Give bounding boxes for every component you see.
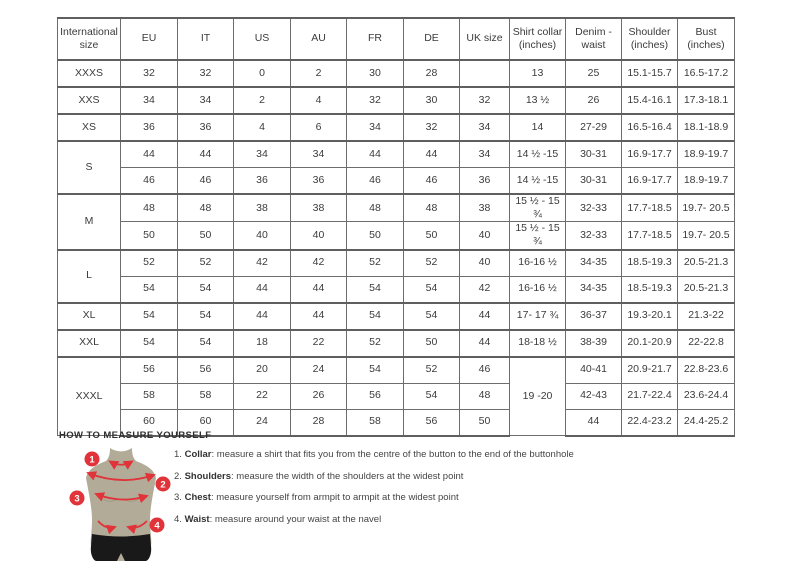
size-group-label: S <box>58 141 121 194</box>
size-cell: 22.4-23.2 <box>622 409 678 436</box>
size-cell: 56 <box>404 409 460 436</box>
size-cell: 17.7-18.5 <box>622 222 678 250</box>
size-cell: 48 <box>178 194 234 222</box>
size-cell: 56 <box>121 357 178 384</box>
size-cell: 30 <box>404 87 460 114</box>
column-header-FR: FR <box>347 18 404 60</box>
column-header-UK size: UK size <box>460 18 510 60</box>
size-cell: 54 <box>347 303 404 330</box>
column-header-EU: EU <box>121 18 178 60</box>
size-group-label: XL <box>58 303 121 330</box>
size-cell: 42-43 <box>566 383 622 409</box>
size-cell: 18.1-18.9 <box>678 114 735 141</box>
size-cell: 54 <box>178 330 234 357</box>
size-cell: 19.3-20.1 <box>622 303 678 330</box>
size-cell: 24 <box>234 409 291 436</box>
table-row <box>58 383 735 409</box>
size-cell: 18 <box>234 330 291 357</box>
size-cell: 32 <box>121 60 178 87</box>
size-chart-header <box>58 18 735 60</box>
size-cell: 24 <box>291 357 347 384</box>
step-text: : measure yourself from armpit to armpit at the widest point <box>210 492 459 504</box>
column-header-Shoulder (inches): Shoulder (inches) <box>622 18 678 60</box>
size-cell: 46 <box>121 168 178 195</box>
step-label: Waist <box>184 514 210 526</box>
size-cell: 36-37 <box>566 303 622 330</box>
size-cell: 38 <box>234 194 291 222</box>
size-cell: 17- 17 ¾ <box>510 303 566 330</box>
size-cell: 54 <box>121 303 178 330</box>
size-cell: 36 <box>121 114 178 141</box>
size-cell: 34 <box>460 114 510 141</box>
size-cell: 58 <box>178 383 234 409</box>
figure-marker-2 <box>156 477 171 492</box>
size-cell: 52 <box>404 250 460 277</box>
step-text: : measure the width of the shoulders at the widest point <box>231 470 464 482</box>
figure-marker-1 <box>85 452 100 467</box>
size-cell: 34 <box>234 141 291 168</box>
size-cell: 54 <box>178 276 234 303</box>
size-group-label: XXS <box>58 87 121 114</box>
size-cell: 4 <box>234 114 291 141</box>
size-cell: 34-35 <box>566 276 622 303</box>
size-cell: 30 <box>347 60 404 87</box>
size-cell: 32 <box>460 87 510 114</box>
size-cell: 26 <box>566 87 622 114</box>
table-row <box>58 141 735 168</box>
size-cell: 50 <box>404 222 460 250</box>
size-cell: 42 <box>234 250 291 277</box>
size-group-label: XXXL <box>58 357 121 436</box>
size-cell: 46 <box>178 168 234 195</box>
table-row <box>58 60 735 87</box>
size-group-label: XS <box>58 114 121 141</box>
size-cell: 38-39 <box>566 330 622 357</box>
measure-step-2 <box>174 466 654 488</box>
size-cell: 34 <box>121 87 178 114</box>
shirt-collar-merged-cell: 19 -20 <box>510 357 566 436</box>
size-cell: 54 <box>121 330 178 357</box>
size-cell: 50 <box>404 330 460 357</box>
figure-marker-3 <box>70 491 85 506</box>
table-row <box>58 250 735 277</box>
size-cell: 36 <box>460 168 510 195</box>
size-cell: 32 <box>347 87 404 114</box>
how-to-measure-title: HOW TO MEASURE YOURSELF <box>59 430 212 441</box>
size-cell: 32 <box>178 60 234 87</box>
size-cell: 46 <box>347 168 404 195</box>
size-cell: 28 <box>404 60 460 87</box>
size-cell: 36 <box>234 168 291 195</box>
size-cell: 14 ½ -15 <box>510 168 566 195</box>
size-cell: 60 <box>121 409 178 436</box>
size-cell: 27-29 <box>566 114 622 141</box>
size-cell: 38 <box>291 194 347 222</box>
size-cell <box>460 60 510 87</box>
size-cell: 54 <box>347 357 404 384</box>
size-cell: 40 <box>460 222 510 250</box>
size-cell: 34 <box>178 87 234 114</box>
size-cell: 22 <box>291 330 347 357</box>
size-cell: 22 <box>234 383 291 409</box>
size-group-label: L <box>58 250 121 303</box>
size-cell: 22-22.8 <box>678 330 735 357</box>
size-cell: 15 ½ - 15 ¾ <box>510 194 566 222</box>
column-header-International size: International size <box>58 18 121 60</box>
size-cell: 20 <box>234 357 291 384</box>
step-text: : measure a shirt that fits you from the centre of the button to the end of the buttonhole <box>211 449 574 460</box>
size-cell: 48 <box>404 194 460 222</box>
size-cell: 50 <box>347 222 404 250</box>
table-row <box>58 222 735 250</box>
size-cell: 56 <box>347 383 404 409</box>
table-row <box>58 168 735 195</box>
size-cell: 46 <box>404 168 460 195</box>
size-cell: 36 <box>178 114 234 141</box>
step-number: 3. <box>174 492 182 504</box>
size-group-label: M <box>58 194 121 250</box>
measure-instructions-list <box>174 444 654 531</box>
measure-step-4 <box>174 509 654 531</box>
size-cell: 44 <box>234 276 291 303</box>
step-number: 1. <box>174 449 182 460</box>
size-cell: 58 <box>121 383 178 409</box>
size-cell: 14 <box>510 114 566 141</box>
size-cell: 21.3-22 <box>678 303 735 330</box>
size-cell: 14 ½ -15 <box>510 141 566 168</box>
size-cell: 54 <box>404 383 460 409</box>
size-cell: 44 <box>404 141 460 168</box>
size-cell: 54 <box>178 303 234 330</box>
size-cell: 32-33 <box>566 194 622 222</box>
size-cell: 44 <box>460 330 510 357</box>
size-cell: 52 <box>347 330 404 357</box>
size-cell: 15.4-16.1 <box>622 87 678 114</box>
size-cell: 16.9-17.7 <box>622 168 678 195</box>
size-cell: 18.9-19.7 <box>678 141 735 168</box>
size-cell: 2 <box>234 87 291 114</box>
size-cell: 38 <box>460 194 510 222</box>
column-header-Bust (inches): Bust (inches) <box>678 18 735 60</box>
size-cell: 16.5-16.4 <box>622 114 678 141</box>
figure-marker-4 <box>150 518 165 533</box>
table-row <box>58 114 735 141</box>
size-cell: 48 <box>460 383 510 409</box>
size-cell: 52 <box>404 357 460 384</box>
size-cell: 28 <box>291 409 347 436</box>
size-cell: 19.7- 20.5 <box>678 222 735 250</box>
step-label: Chest <box>184 492 211 504</box>
step-label: Collar <box>184 449 212 460</box>
column-header-DE: DE <box>404 18 460 60</box>
size-cell: 44 <box>178 141 234 168</box>
size-cell: 34 <box>347 114 404 141</box>
size-cell: 44 <box>291 276 347 303</box>
size-cell: 54 <box>121 276 178 303</box>
size-cell: 52 <box>347 250 404 277</box>
measure-step-3 <box>174 487 654 509</box>
size-cell: 60 <box>178 409 234 436</box>
size-group-label: XXL <box>58 330 121 357</box>
size-group-label: XXXS <box>58 60 121 87</box>
column-header-IT: IT <box>178 18 234 60</box>
size-cell: 46 <box>460 357 510 384</box>
size-cell: 54 <box>404 303 460 330</box>
size-cell: 44 <box>291 303 347 330</box>
column-header-Shirt collar (inches): Shirt collar (inches) <box>510 18 566 60</box>
table-row <box>58 303 735 330</box>
size-cell: 21.7-22.4 <box>622 383 678 409</box>
table-row <box>58 194 735 222</box>
table-row <box>58 330 735 357</box>
step-label: Shoulders <box>184 470 232 482</box>
size-cell: 52 <box>121 250 178 277</box>
column-header-US: US <box>234 18 291 60</box>
size-cell: 48 <box>347 194 404 222</box>
size-cell: 18.5-19.3 <box>622 250 678 277</box>
size-cell: 13 <box>510 60 566 87</box>
measure-step-1 <box>174 444 654 466</box>
size-cell: 18.9-19.7 <box>678 168 735 195</box>
size-cell: 20.5-21.3 <box>678 250 735 277</box>
step-number: 4. <box>174 514 182 526</box>
size-cell: 6 <box>291 114 347 141</box>
size-cell: 22.8-23.6 <box>678 357 735 384</box>
size-cell: 50 <box>178 222 234 250</box>
size-cell: 17.7-18.5 <box>622 194 678 222</box>
size-cell: 56 <box>178 357 234 384</box>
size-cell: 50 <box>121 222 178 250</box>
size-cell: 40-41 <box>566 357 622 384</box>
size-cell: 54 <box>347 276 404 303</box>
size-cell: 0 <box>234 60 291 87</box>
size-cell: 42 <box>291 250 347 277</box>
size-cell: 24.4-25.2 <box>678 409 735 436</box>
svg-text:1: 1 <box>89 454 95 466</box>
size-cell: 15 ½ - 15 ¾ <box>510 222 566 250</box>
size-cell: 44 <box>460 303 510 330</box>
svg-text:4: 4 <box>154 520 160 532</box>
size-cell: 20.5-21.3 <box>678 276 735 303</box>
size-cell: 18-18 ½ <box>510 330 566 357</box>
step-text: : measure around your waist at the navel <box>209 514 382 526</box>
size-cell: 54 <box>404 276 460 303</box>
size-cell: 44 <box>347 141 404 168</box>
size-cell: 16.5-17.2 <box>678 60 735 87</box>
size-cell: 20.1-20.9 <box>622 330 678 357</box>
size-cell: 2 <box>291 60 347 87</box>
size-cell: 52 <box>178 250 234 277</box>
size-cell: 36 <box>291 168 347 195</box>
size-cell: 44 <box>566 409 622 436</box>
size-cell: 19.7- 20.5 <box>678 194 735 222</box>
size-cell: 18.5-19.3 <box>622 276 678 303</box>
size-cell: 17.3-18.1 <box>678 87 735 114</box>
size-cell: 48 <box>121 194 178 222</box>
size-chart-table <box>57 17 735 437</box>
size-cell: 25 <box>566 60 622 87</box>
size-cell: 58 <box>347 409 404 436</box>
column-header-AU: AU <box>291 18 347 60</box>
size-chart-body <box>58 60 735 436</box>
size-cell: 32-33 <box>566 222 622 250</box>
size-cell: 30-31 <box>566 168 622 195</box>
size-cell: 30-31 <box>566 141 622 168</box>
size-cell: 44 <box>121 141 178 168</box>
size-cell: 40 <box>460 250 510 277</box>
measurement-mannequin-figure <box>62 446 180 566</box>
size-cell: 42 <box>460 276 510 303</box>
table-row <box>58 276 735 303</box>
size-cell: 16-16 ½ <box>510 276 566 303</box>
size-cell: 4 <box>291 87 347 114</box>
step-number: 2. <box>174 470 182 482</box>
size-cell: 13 ½ <box>510 87 566 114</box>
table-row <box>58 87 735 114</box>
table-row <box>58 357 735 384</box>
svg-text:2: 2 <box>160 479 166 491</box>
size-cell: 34 <box>291 141 347 168</box>
size-cell: 15.1-15.7 <box>622 60 678 87</box>
size-cell: 16.9-17.7 <box>622 141 678 168</box>
size-cell: 32 <box>404 114 460 141</box>
size-cell: 23.6-24.4 <box>678 383 735 409</box>
column-header-Denim - waist: Denim - waist <box>566 18 622 60</box>
size-cell: 34 <box>460 141 510 168</box>
size-cell: 26 <box>291 383 347 409</box>
size-cell: 34-35 <box>566 250 622 277</box>
size-cell: 50 <box>460 409 510 436</box>
size-cell: 20.9-21.7 <box>622 357 678 384</box>
size-cell: 40 <box>291 222 347 250</box>
svg-text:3: 3 <box>74 493 80 505</box>
size-cell: 44 <box>234 303 291 330</box>
size-cell: 16-16 ½ <box>510 250 566 277</box>
size-cell: 40 <box>234 222 291 250</box>
